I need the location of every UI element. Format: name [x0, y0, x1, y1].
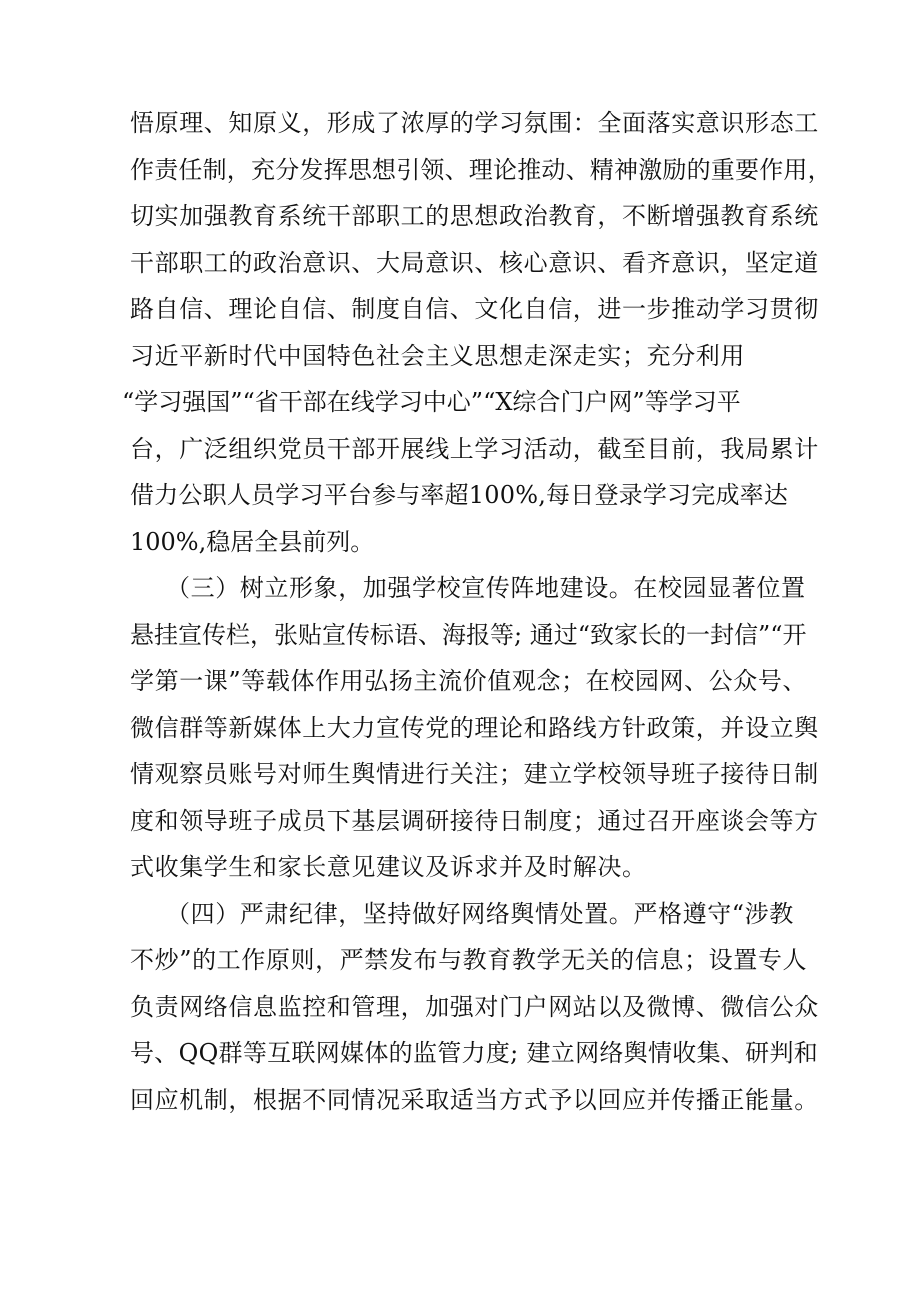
text-line: 度和领导班子成员下基层调研接待日制度；通过召开座谈会等方 [130, 806, 819, 835]
text-line: 作责任制，充分发挥思想引领、理论推动、精神激励的重要作用， [130, 155, 832, 184]
text-line: 负责网络信息监控和管理，加强对门户网站以及微博、微信公众 [130, 992, 819, 1021]
text-line: 不炒”的工作原则，严禁发布与教育教学无关的信息；设置专人 [130, 946, 808, 974]
paragraph-first-line: （三）树立形象，加强学校宣传阵地建设。在校园显著位置 [166, 574, 806, 602]
paragraph-first-line: （四）严肃纪律，坚持做好网络舆情处置。严格遵守“涉教 [166, 899, 794, 928]
document-body [122, 100, 832, 1123]
text-line: 回应机制，根据不同情况采取适当方式予以回应并传播正能量。 [130, 1085, 819, 1114]
text-line: 切实加强教育系统干部职工的思想政治教育，不断增强教育系统 [130, 202, 819, 230]
text-line: 100%,稳居全县前列。 [130, 527, 375, 556]
text-line: 路自信、理论自信、制度自信、文化自信，进一步推动学习贯彻 [130, 295, 819, 323]
text-line: 习近平新时代中国特色社会主义思想走深走实；充分利用 [130, 341, 745, 370]
text-line: 悟原理、知原义，形成了浓厚的学习氛围：全面落实意识形态工 [130, 109, 819, 137]
text-line: 微信群等新媒体上大力宣传党的理论和路线方针政策，并设立舆 [130, 713, 819, 742]
text-line: 悬挂宣传栏，张贴宣传标语、海报等; 通过“致家长的一封信”“开 [130, 620, 807, 649]
text-line: 学第一课”等载体作用弘扬主流价值观念；在校园网、公众号、 [130, 667, 808, 695]
text-line: 号、QQ群等互联网媒体的监管力度; 建立网络舆情收集、研判和 [130, 1039, 819, 1067]
text-line: 干部职工的政治意识、大局意识、核心意识、看齐意识，坚定道 [130, 248, 819, 277]
text-line: 情观察员账号对师生舆情进行关注；建立学校领导班子接待日制 [130, 760, 819, 788]
text-line: 借力公职人员学习平台参与率超100%,每日登录学习完成率达 [130, 481, 789, 509]
text-line: 式收集学生和家长意见建议及诉求并及时解决。 [130, 853, 647, 881]
text-line: “学习强国”“省干部在线学习中心”“X综合门户网”等学习平 [122, 388, 741, 416]
text-line: 台，广泛组织党员干部开展线上学习活动，截至目前，我局累计 [130, 434, 819, 463]
